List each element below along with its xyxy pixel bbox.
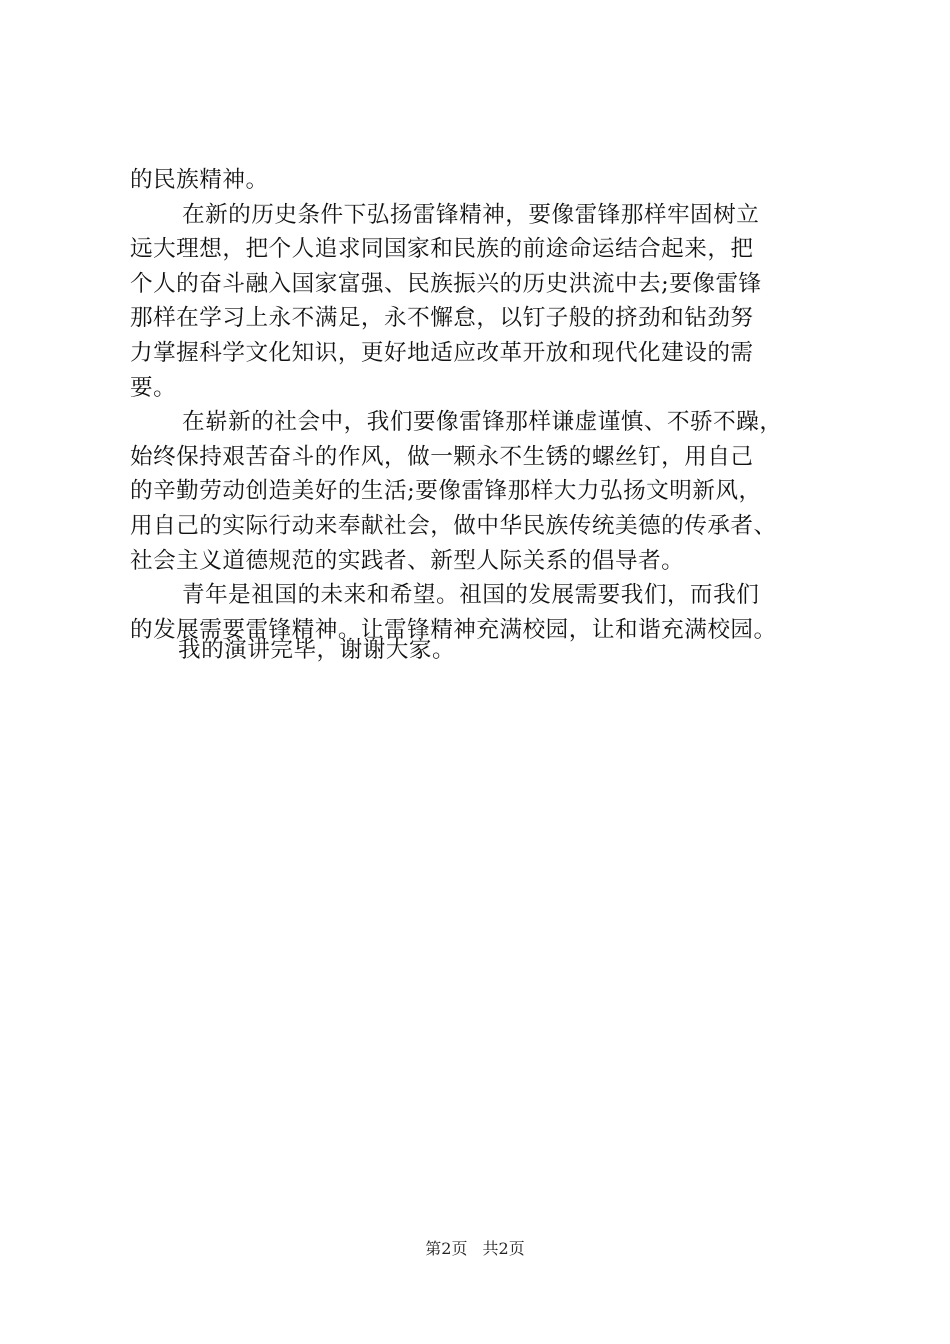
text-line: 的民族精神。 [130, 167, 269, 193]
page-total: 共2页 [482, 1239, 525, 1258]
text-line: 的发展需要雷锋精神。让雷锋精神充满校园，让和谐充满校园。 [130, 616, 777, 643]
text-line: 远大理想，把个人追求同国家和民族的前途命运结合起来，把 [130, 236, 754, 263]
body-text [130, 163, 850, 647]
text-line: 要。 [130, 374, 177, 401]
paragraph-start-line: 在崭新的社会中，我们要像雷锋那样谦虚谨慎、不骄不躁， [182, 409, 783, 436]
text-line: 社会主义道德规范的实践者、新型人际关系的倡导者。 [130, 547, 685, 574]
text-line: 那样在学习上永不满足，永不懈怠，以钉子般的挤劲和钻劲努 [130, 305, 754, 332]
text-line: 的辛勤劳动创造美好的生活;要像雷锋那样大力弘扬文明新风， [130, 478, 762, 505]
page-number: 第2页 [425, 1239, 468, 1258]
page-footer [0, 1238, 950, 1260]
paragraph-start-line: 青年是祖国的未来和希望。祖国的发展需要我们，而我们 [182, 582, 760, 609]
text-line: 始终保持艰苦奋斗的作风，做一颗永不生锈的螺丝钉，用自己 [130, 443, 754, 470]
text-line: 力掌握科学文化知识，更好地适应改革开放和现代化建设的需 [130, 339, 754, 366]
text-line: 用自己的实际行动来奉献社会，做中华民族传统美德的传承者、 [130, 512, 777, 539]
closing-remark: 我的演讲完毕，谢谢大家。 [178, 637, 456, 663]
text-line: 个人的奋斗融入国家富强、民族振兴的历史洪流中去;要像雷锋 [130, 270, 762, 297]
paragraph-start-line: 在新的历史条件下弘扬雷锋精神，要像雷锋那样牢固树立 [182, 201, 760, 228]
